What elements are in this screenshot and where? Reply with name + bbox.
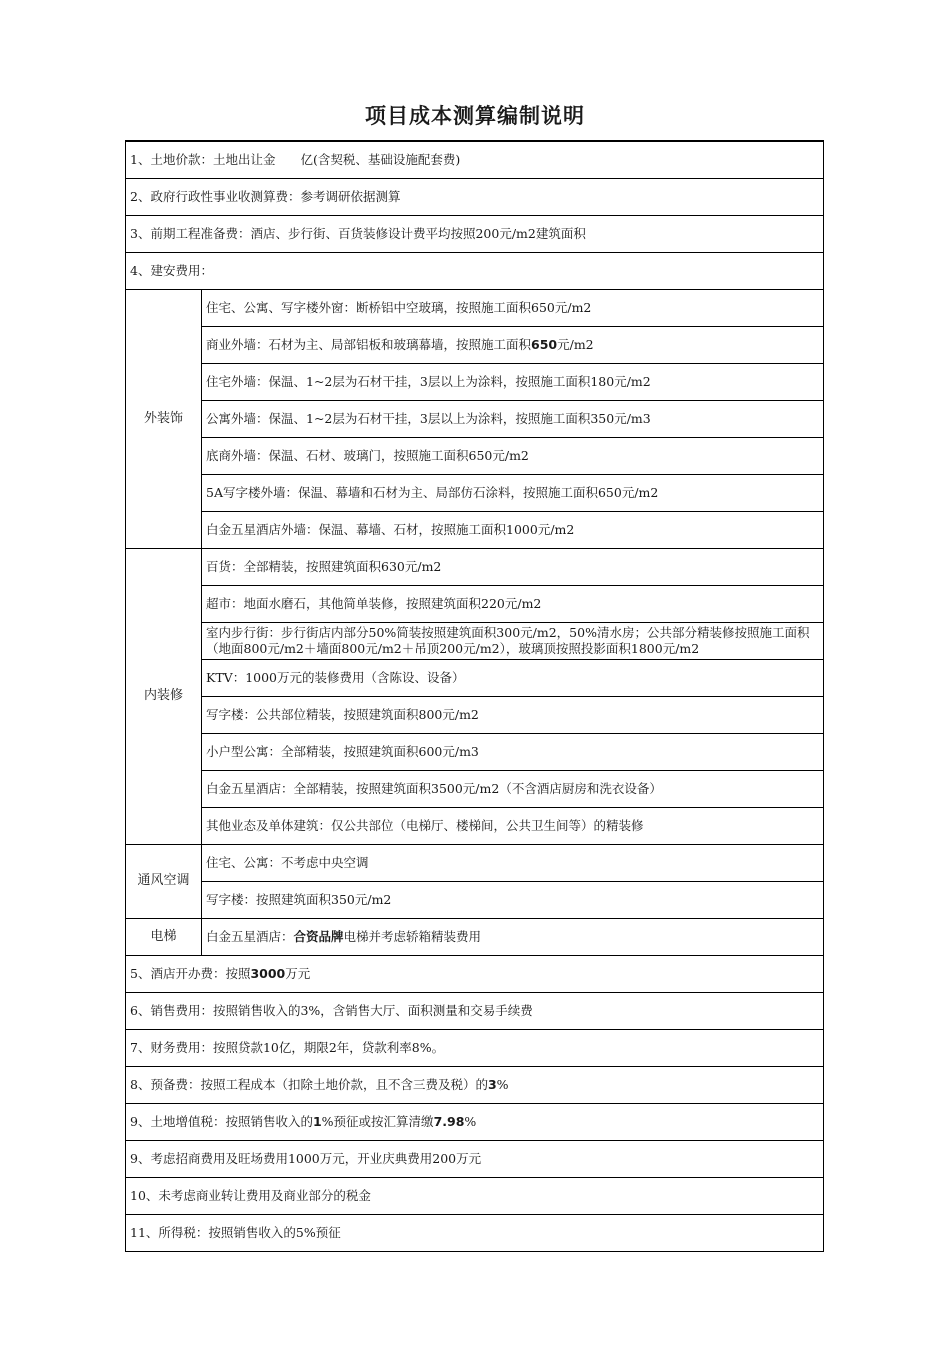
table-row	[126, 326, 824, 363]
table-row	[126, 918, 824, 955]
income-tax-cell: 11、所得税：按照销售收入的5%预征	[126, 1214, 824, 1251]
table-row	[126, 807, 824, 844]
land-price-cell: 1、土地价款：土地出让金 亿(含契税、基础设施配套费)	[126, 141, 824, 178]
hotel-opening-cell: 5、酒店开办费：按照3000万元	[126, 955, 824, 992]
gov-fee-cell: 2、政府行政性事业收测算费：参考调研依据测算	[126, 178, 824, 215]
promotion-cost-cell: 9、考虑招商费用及旺场费用1000万元，开业庆典费用200万元	[126, 1140, 824, 1177]
table-row	[126, 770, 824, 807]
table-row	[126, 1214, 824, 1251]
table-row	[126, 548, 824, 585]
interior-item: 室内步行街：步行街店内部分50%简装按照建筑面积300元/m2，50%清水房；公共部分精装修按照施工面积（地面800元/m2＋墙面800元/m2＋吊顶200元/m2），玻璃顶按照投影面积1800元/m2	[202, 622, 824, 659]
table-row	[126, 474, 824, 511]
table-row	[126, 1103, 824, 1140]
preliminary-cost-cell: 3、前期工程准备费：酒店、步行街、百货装修设计费平均按照200元/m2建筑面积	[126, 215, 824, 252]
hvac-category: 通风空调	[126, 844, 202, 918]
table-row	[126, 881, 824, 918]
interior-item: 百货：全部精装，按照建筑面积630元/m2	[202, 548, 824, 585]
table-row	[126, 215, 824, 252]
table-row	[126, 733, 824, 770]
table-row	[126, 178, 824, 215]
elevator-item: 白金五星酒店：合资品牌电梯并考虑轿箱精装费用	[202, 918, 824, 955]
hvac-item: 写字楼：按照建筑面积350元/m2	[202, 881, 824, 918]
interior-item: 写字楼：公共部位精装，按照建筑面积800元/m2	[202, 696, 824, 733]
table-row	[126, 289, 824, 326]
exterior-item: 住宅外墙：保温、1~2层为石材干挂，3层以上为涂料，按照施工面积180元/m2	[202, 363, 824, 400]
table-row	[126, 585, 824, 622]
table-row	[126, 1177, 824, 1214]
table-row	[126, 696, 824, 733]
interior-item: 白金五星酒店：全部精装，按照建筑面积3500元/m2（不含酒店厨房和洗衣设备）	[202, 770, 824, 807]
table-row	[126, 252, 824, 289]
finance-cost-cell: 7、财务费用：按照贷款10亿，期限2年，贷款利率8%。	[126, 1029, 824, 1066]
table-row	[126, 992, 824, 1029]
commercial-tax-cell: 10、未考虑商业转让费用及商业部分的税金	[126, 1177, 824, 1214]
table-row	[126, 955, 824, 992]
reserve-cost-cell: 8、预备费：按照工程成本（扣除土地价款，且不含三费及税）的3%	[126, 1066, 824, 1103]
table-row	[126, 511, 824, 548]
hvac-item: 住宅、公寓：不考虑中央空调	[202, 844, 824, 881]
exterior-item: 商业外墙：石材为主、局部铝板和玻璃幕墙，按照施工面积650元/m2	[202, 326, 824, 363]
exterior-item: 5A写字楼外墙：保温、幕墙和石材为主、局部仿石涂料，按照施工面积650元/m2	[202, 474, 824, 511]
construction-cost-cell: 4、建安费用：	[126, 252, 824, 289]
table-row	[126, 1029, 824, 1066]
interior-item: 超市：地面水磨石，其他简单装修，按照建筑面积220元/m2	[202, 585, 824, 622]
table-row	[126, 400, 824, 437]
exterior-item: 白金五星酒店外墙：保温、幕墙、石材，按照施工面积1000元/m2	[202, 511, 824, 548]
exterior-item: 住宅、公寓、写字楼外窗：断桥铝中空玻璃，按照施工面积650元/m2	[202, 289, 824, 326]
cost-table	[125, 140, 824, 1252]
elevator-category: 电梯	[126, 918, 202, 955]
interior-item: KTV：1000万元的装修费用（含陈设、设备）	[202, 659, 824, 696]
land-vat-cell: 9、土地增值税：按照销售收入的1%预征或按汇算清缴7.98%	[126, 1103, 824, 1140]
table-row	[126, 1140, 824, 1177]
table-row	[126, 1066, 824, 1103]
table-row	[126, 437, 824, 474]
sales-cost-cell: 6、销售费用：按照销售收入的3%，含销售大厅、面积测量和交易手续费	[126, 992, 824, 1029]
exterior-category: 外装饰	[126, 289, 202, 548]
interior-category: 内装修	[126, 548, 202, 844]
table-row	[126, 141, 824, 178]
page-title: 项目成本测算编制说明	[365, 104, 585, 128]
table-row	[126, 363, 824, 400]
table-row	[126, 622, 824, 659]
interior-item: 其他业态及单体建筑：仅公共部位（电梯厅、楼梯间，公共卫生间等）的精装修	[202, 807, 824, 844]
exterior-item: 底商外墙：保温、石材、玻璃门，按照施工面积650元/m2	[202, 437, 824, 474]
exterior-item: 公寓外墙：保温、1~2层为石材干挂，3层以上为涂料，按照施工面积350元/m3	[202, 400, 824, 437]
table-row	[126, 844, 824, 881]
interior-item: 小户型公寓：全部精装，按照建筑面积600元/m3	[202, 733, 824, 770]
table-row	[126, 659, 824, 696]
